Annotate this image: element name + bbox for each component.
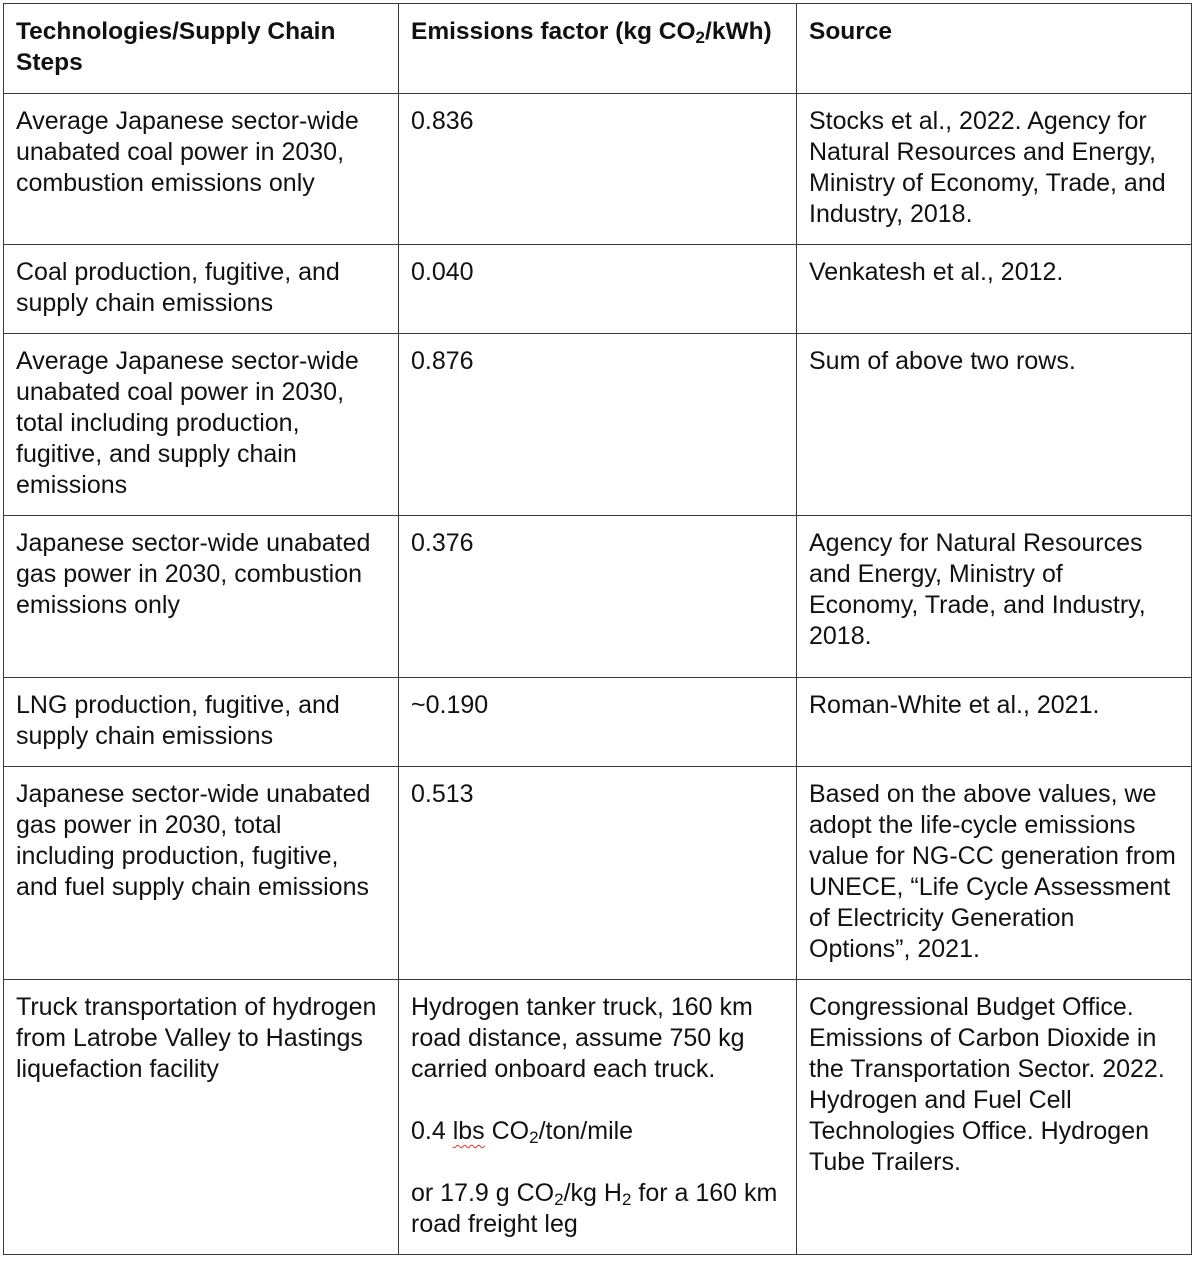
cell-factor — [399, 980, 797, 1255]
header-emissions-factor — [399, 4, 797, 94]
table-row — [4, 678, 1192, 767]
factor-paragraph-per-kg-h2 — [411, 1178, 784, 1240]
cell-source: Sum of above two rows. — [797, 334, 1192, 516]
factor-subscript: 2 — [529, 1128, 539, 1147]
cell-step: LNG production, fugitive, and supply chain emissions — [4, 678, 399, 767]
cell-source: Roman-White et al., 2021. — [797, 678, 1192, 767]
cell-factor: 0.513 — [399, 767, 797, 980]
header-technologies: Technologies/Supply Chain Steps — [4, 4, 399, 94]
factor-text: 0.4 — [411, 1117, 453, 1145]
header-emissions-factor-text-b: /kWh) — [705, 18, 772, 45]
cell-factor: 0.040 — [399, 245, 797, 334]
cell-factor: ~0.190 — [399, 678, 797, 767]
cell-step: Average Japanese sector-wide unabated coal power in 2030, total including production, fugitive, and supply chain emissions — [4, 334, 399, 516]
header-emissions-factor-subscript: 2 — [695, 28, 706, 47]
cell-step: Japanese sector-wide unabated gas power in 2030, total including production, fugitive, and fuel supply chain emissions — [4, 767, 399, 980]
factor-text: /ton/mile — [538, 1117, 634, 1145]
factor-paragraph-truck: Hydrogen tanker truck, 160 km road distance, assume 750 kg carried onboard each truck. — [411, 993, 753, 1083]
factor-text: for a 160 km road freight leg — [411, 1179, 778, 1238]
table-row — [4, 334, 1192, 516]
factor-paragraph-per-ton-mile — [411, 1116, 784, 1147]
factor-text: or 17.9 g CO — [411, 1179, 555, 1207]
factor-text: /kg H — [563, 1179, 622, 1207]
header-emissions-factor-text-a: Emissions factor (kg CO — [411, 18, 696, 45]
cell-step: Average Japanese sector-wide unabated coal power in 2030, combustion emissions only — [4, 94, 399, 245]
factor-unit-lbs: lbs — [452, 1117, 485, 1145]
cell-source: Congressional Budget Office. Emissions of Carbon Dioxide in the Transportation Sector. 2022. Hydrogen and Fuel Cell Technologies Office. Hydrogen Tube Trailers. — [797, 980, 1192, 1255]
table-row — [4, 516, 1192, 678]
table-row — [4, 980, 1192, 1255]
table-row — [4, 94, 1192, 245]
factor-text: CO — [484, 1117, 530, 1145]
cell-factor: 0.376 — [399, 516, 797, 678]
table-header-row — [4, 4, 1192, 94]
factor-subscript: 2 — [621, 1190, 632, 1209]
cell-factor: 0.836 — [399, 94, 797, 245]
emissions-factor-table — [3, 3, 1192, 1255]
cell-source: Agency for Natural Resources and Energy, Ministry of Economy, Trade, and Industry, 2018. — [797, 516, 1192, 678]
cell-step: Truck transportation of hydrogen from Latrobe Valley to Hastings liquefaction facility — [4, 980, 399, 1255]
factor-subscript: 2 — [554, 1190, 564, 1209]
cell-step: Japanese sector-wide unabated gas power in 2030, combustion emissions only — [4, 516, 399, 678]
cell-source: Venkatesh et al., 2012. — [797, 245, 1192, 334]
table-row — [4, 245, 1192, 334]
cell-step: Coal production, fugitive, and supply chain emissions — [4, 245, 399, 334]
cell-source: Based on the above values, we adopt the life-cycle emissions value for NG-CC generation from UNECE, “Life Cycle Assessment of Electricity Generation Options”, 2021. — [797, 767, 1192, 980]
table-row — [4, 767, 1192, 980]
cell-factor: 0.876 — [399, 334, 797, 516]
header-source: Source — [797, 4, 1192, 94]
cell-source: Stocks et al., 2022. Agency for Natural Resources and Energy, Ministry of Economy, Trade, and Industry, 2018. — [797, 94, 1192, 245]
